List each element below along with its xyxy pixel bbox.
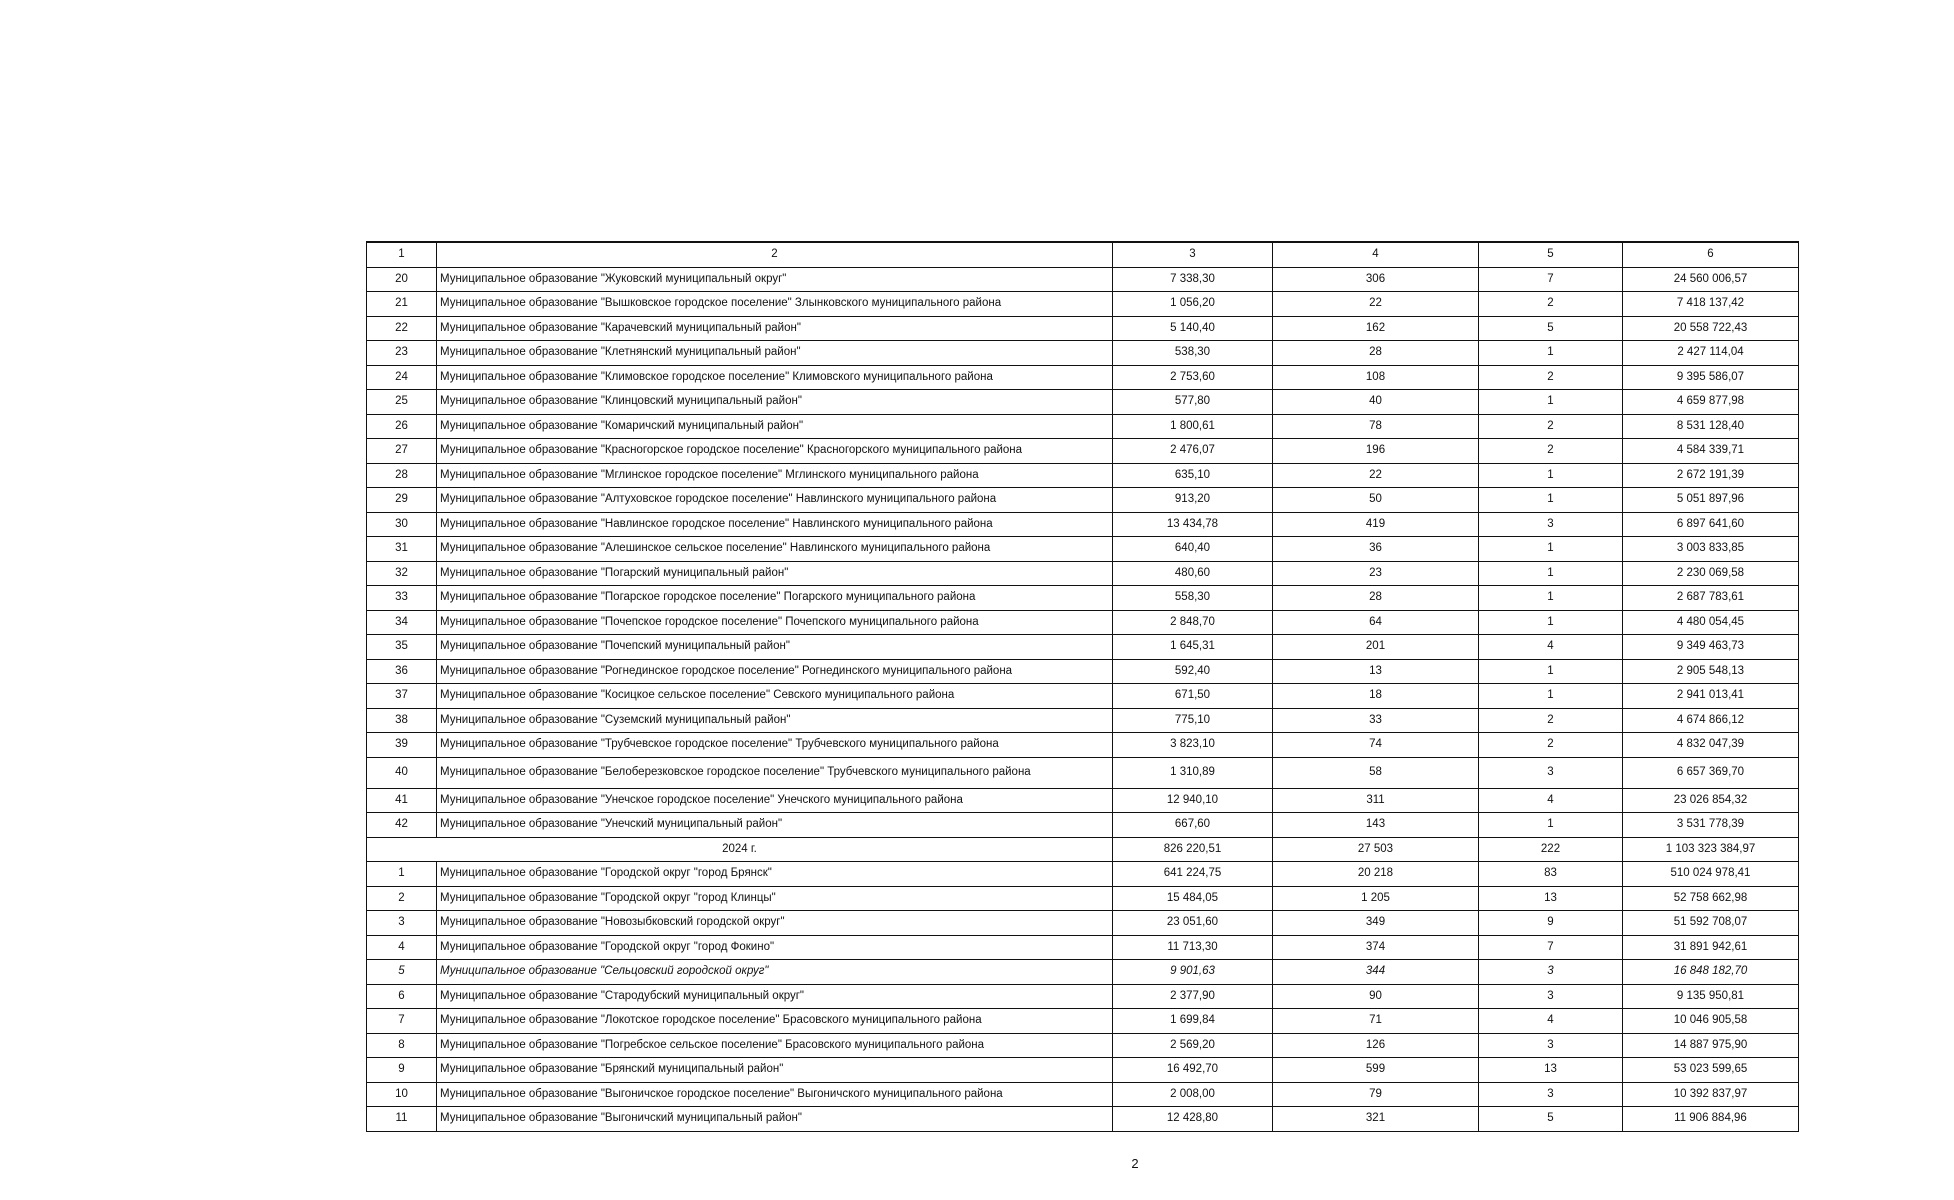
row-number-cell: 1 bbox=[367, 862, 437, 887]
value-cell-col3: 7 338,30 bbox=[1113, 267, 1273, 292]
table-row bbox=[367, 316, 1799, 341]
column-number-cell: 4 bbox=[1273, 242, 1479, 267]
value-cell-col5: 1 bbox=[1479, 813, 1623, 838]
value-cell-col6: 14 887 975,90 bbox=[1623, 1033, 1799, 1058]
value-cell-col6: 9 349 463,73 bbox=[1623, 635, 1799, 660]
municipality-name-cell: Муниципальное образование "Жуковский муниципальный округ" bbox=[437, 267, 1113, 292]
municipality-name-cell: Муниципальное образование "Локотское городское поселение" Брасовского муниципального района bbox=[437, 1009, 1113, 1034]
row-number-cell: 27 bbox=[367, 439, 437, 464]
value-cell-col3: 826 220,51 bbox=[1113, 837, 1273, 862]
value-cell-col5: 4 bbox=[1479, 788, 1623, 813]
value-cell-col3: 3 823,10 bbox=[1113, 733, 1273, 758]
value-cell-col5: 83 bbox=[1479, 862, 1623, 887]
value-cell-col6: 52 758 662,98 bbox=[1623, 886, 1799, 911]
row-number-cell: 25 bbox=[367, 390, 437, 415]
row-number-cell: 7 bbox=[367, 1009, 437, 1034]
value-cell-col6: 10 046 905,58 bbox=[1623, 1009, 1799, 1034]
value-cell-col3: 23 051,60 bbox=[1113, 911, 1273, 936]
value-cell-col5: 2 bbox=[1479, 414, 1623, 439]
table-row bbox=[367, 439, 1799, 464]
municipality-name-cell: Муниципальное образование "Клинцовский муниципальный район" bbox=[437, 390, 1113, 415]
value-cell-col4: 28 bbox=[1273, 341, 1479, 366]
value-cell-col6: 11 906 884,96 bbox=[1623, 1107, 1799, 1132]
value-cell-col3: 577,80 bbox=[1113, 390, 1273, 415]
value-cell-col3: 558,30 bbox=[1113, 586, 1273, 611]
table-row bbox=[367, 708, 1799, 733]
row-number-cell: 22 bbox=[367, 316, 437, 341]
row-number-cell: 39 bbox=[367, 733, 437, 758]
table-body bbox=[367, 242, 1799, 1131]
page-number: 2 bbox=[1131, 1156, 1139, 1171]
municipality-name-cell: Муниципальное образование "Рогнединское городское поселение" Рогнединского муниципального района bbox=[437, 659, 1113, 684]
row-number-cell: 37 bbox=[367, 684, 437, 709]
value-cell-col4: 1 205 bbox=[1273, 886, 1479, 911]
table-row bbox=[367, 341, 1799, 366]
value-cell-col4: 71 bbox=[1273, 1009, 1479, 1034]
value-cell-col6: 4 674 866,12 bbox=[1623, 708, 1799, 733]
value-cell-col6: 9 135 950,81 bbox=[1623, 984, 1799, 1009]
row-number-cell: 20 bbox=[367, 267, 437, 292]
municipality-name-cell: Муниципальное образование "Новозыбковский городской округ" bbox=[437, 911, 1113, 936]
value-cell-col3: 1 800,61 bbox=[1113, 414, 1273, 439]
value-cell-col3: 2 377,90 bbox=[1113, 984, 1273, 1009]
value-cell-col5: 1 bbox=[1479, 684, 1623, 709]
value-cell-col5: 4 bbox=[1479, 1009, 1623, 1034]
row-number-cell: 42 bbox=[367, 813, 437, 838]
value-cell-col6: 23 026 854,32 bbox=[1623, 788, 1799, 813]
value-cell-col3: 12 940,10 bbox=[1113, 788, 1273, 813]
value-cell-col3: 667,60 bbox=[1113, 813, 1273, 838]
value-cell-col4: 22 bbox=[1273, 463, 1479, 488]
column-number-cell: 5 bbox=[1479, 242, 1623, 267]
row-number-cell: 31 bbox=[367, 537, 437, 562]
value-cell-col4: 143 bbox=[1273, 813, 1479, 838]
municipality-name-cell: Муниципальное образование "Вышковское городское поселение" Злынковского муниципального района bbox=[437, 292, 1113, 317]
table-row bbox=[367, 813, 1799, 838]
municipality-name-cell: Муниципальное образование "Косицкое сельское поселение" Севского муниципального района bbox=[437, 684, 1113, 709]
value-cell-col4: 58 bbox=[1273, 757, 1479, 788]
value-cell-col3: 13 434,78 bbox=[1113, 512, 1273, 537]
value-cell-col6: 6 657 369,70 bbox=[1623, 757, 1799, 788]
value-cell-col4: 27 503 bbox=[1273, 837, 1479, 862]
table-row bbox=[367, 512, 1799, 537]
value-cell-col6: 2 672 191,39 bbox=[1623, 463, 1799, 488]
value-cell-col3: 640,40 bbox=[1113, 537, 1273, 562]
municipality-name-cell: Муниципальное образование "Унечское городское поселение" Унечского муниципального района bbox=[437, 788, 1113, 813]
municipality-name-cell: Муниципальное образование "Городской округ "город Фокино" bbox=[437, 935, 1113, 960]
value-cell-col6: 3 531 778,39 bbox=[1623, 813, 1799, 838]
value-cell-col6: 2 427 114,04 bbox=[1623, 341, 1799, 366]
value-cell-col5: 4 bbox=[1479, 635, 1623, 660]
table-row bbox=[367, 1082, 1799, 1107]
municipality-name-cell: Муниципальное образование "Городской округ "город Брянск" bbox=[437, 862, 1113, 887]
row-number-cell: 38 bbox=[367, 708, 437, 733]
value-cell-col3: 1 310,89 bbox=[1113, 757, 1273, 788]
municipality-name-cell: Муниципальное образование "Комаричский муниципальный район" bbox=[437, 414, 1113, 439]
value-cell-col3: 775,10 bbox=[1113, 708, 1273, 733]
row-number-cell: 29 bbox=[367, 488, 437, 513]
value-cell-col4: 64 bbox=[1273, 610, 1479, 635]
row-number-cell: 23 bbox=[367, 341, 437, 366]
value-cell-col4: 18 bbox=[1273, 684, 1479, 709]
value-cell-col4: 344 bbox=[1273, 960, 1479, 985]
municipality-name-cell: Муниципальное образование "Унечский муниципальный район" bbox=[437, 813, 1113, 838]
value-cell-col6: 4 659 877,98 bbox=[1623, 390, 1799, 415]
value-cell-col4: 419 bbox=[1273, 512, 1479, 537]
row-number-cell: 35 bbox=[367, 635, 437, 660]
column-number-row bbox=[367, 242, 1799, 267]
value-cell-col6: 2 941 013,41 bbox=[1623, 684, 1799, 709]
value-cell-col5: 2 bbox=[1479, 292, 1623, 317]
municipality-name-cell: Муниципальное образование "Белоберезковское городское поселение" Трубчевского муниципального района bbox=[437, 757, 1113, 788]
municipality-name-cell: Муниципальное образование "Погребское сельское поселение" Брасовского муниципального района bbox=[437, 1033, 1113, 1058]
row-number-cell: 32 bbox=[367, 561, 437, 586]
value-cell-col4: 23 bbox=[1273, 561, 1479, 586]
table-row bbox=[367, 292, 1799, 317]
value-cell-col4: 40 bbox=[1273, 390, 1479, 415]
table-row bbox=[367, 414, 1799, 439]
table-row bbox=[367, 1107, 1799, 1132]
row-number-cell: 5 bbox=[367, 960, 437, 985]
value-cell-col5: 1 bbox=[1479, 561, 1623, 586]
municipality-name-cell: Муниципальное образование "Погарское городское поселение" Погарского муниципального района bbox=[437, 586, 1113, 611]
year-total-row bbox=[367, 837, 1799, 862]
table-row bbox=[367, 886, 1799, 911]
value-cell-col5: 1 bbox=[1479, 390, 1623, 415]
value-cell-col6: 2 687 783,61 bbox=[1623, 586, 1799, 611]
value-cell-col4: 20 218 bbox=[1273, 862, 1479, 887]
table-row bbox=[367, 610, 1799, 635]
value-cell-col5: 5 bbox=[1479, 316, 1623, 341]
municipality-name-cell: Муниципальное образование "Алтуховское городское поселение" Навлинского муниципального района bbox=[437, 488, 1113, 513]
value-cell-col5: 5 bbox=[1479, 1107, 1623, 1132]
value-cell-col5: 7 bbox=[1479, 267, 1623, 292]
table-row bbox=[367, 960, 1799, 985]
value-cell-col5: 1 bbox=[1479, 659, 1623, 684]
year-label-cell: 2024 г. bbox=[367, 837, 1113, 862]
value-cell-col3: 5 140,40 bbox=[1113, 316, 1273, 341]
row-number-cell: 24 bbox=[367, 365, 437, 390]
municipality-name-cell: Муниципальное образование "Выгоничское городское поселение" Выгоничского муниципального района bbox=[437, 1082, 1113, 1107]
table-row bbox=[367, 635, 1799, 660]
value-cell-col6: 9 395 586,07 bbox=[1623, 365, 1799, 390]
municipality-name-cell: Муниципальное образование "Погарский муниципальный район" bbox=[437, 561, 1113, 586]
row-number-cell: 10 bbox=[367, 1082, 437, 1107]
column-number-cell: 2 bbox=[437, 242, 1113, 267]
value-cell-col3: 12 428,80 bbox=[1113, 1107, 1273, 1132]
value-cell-col5: 2 bbox=[1479, 708, 1623, 733]
value-cell-col5: 2 bbox=[1479, 365, 1623, 390]
row-number-cell: 30 bbox=[367, 512, 437, 537]
table-row bbox=[367, 757, 1799, 788]
value-cell-col3: 2 753,60 bbox=[1113, 365, 1273, 390]
row-number-cell: 2 bbox=[367, 886, 437, 911]
table-row bbox=[367, 1033, 1799, 1058]
value-cell-col5: 1 bbox=[1479, 610, 1623, 635]
column-number-cell: 1 bbox=[367, 242, 437, 267]
table-row bbox=[367, 935, 1799, 960]
table-row bbox=[367, 365, 1799, 390]
value-cell-col3: 2 008,00 bbox=[1113, 1082, 1273, 1107]
row-number-cell: 8 bbox=[367, 1033, 437, 1058]
value-cell-col4: 79 bbox=[1273, 1082, 1479, 1107]
municipality-name-cell: Муниципальное образование "Красногорское городское поселение" Красногорского муниципального района bbox=[437, 439, 1113, 464]
municipality-name-cell: Муниципальное образование "Стародубский муниципальный округ" bbox=[437, 984, 1113, 1009]
municipality-name-cell: Муниципальное образование "Брянский муниципальный район" bbox=[437, 1058, 1113, 1083]
row-number-cell: 11 bbox=[367, 1107, 437, 1132]
row-number-cell: 26 bbox=[367, 414, 437, 439]
data-table bbox=[366, 241, 1799, 1132]
table-row bbox=[367, 537, 1799, 562]
value-cell-col4: 36 bbox=[1273, 537, 1479, 562]
value-cell-col5: 13 bbox=[1479, 1058, 1623, 1083]
value-cell-col4: 74 bbox=[1273, 733, 1479, 758]
municipality-name-cell: Муниципальное образование "Почепское городское поселение" Почепского муниципального района bbox=[437, 610, 1113, 635]
municipality-name-cell: Муниципальное образование "Клетнянский муниципальный район" bbox=[437, 341, 1113, 366]
table-row bbox=[367, 390, 1799, 415]
municipality-name-cell: Муниципальное образование "Сельцовский городской округ" bbox=[437, 960, 1113, 985]
value-cell-col3: 1 699,84 bbox=[1113, 1009, 1273, 1034]
value-cell-col6: 20 558 722,43 bbox=[1623, 316, 1799, 341]
row-number-cell: 36 bbox=[367, 659, 437, 684]
value-cell-col4: 28 bbox=[1273, 586, 1479, 611]
value-cell-col3: 592,40 bbox=[1113, 659, 1273, 684]
value-cell-col6: 4 832 047,39 bbox=[1623, 733, 1799, 758]
row-number-cell: 9 bbox=[367, 1058, 437, 1083]
row-number-cell: 21 bbox=[367, 292, 437, 317]
municipality-name-cell: Муниципальное образование "Почепский муниципальный район" bbox=[437, 635, 1113, 660]
value-cell-col5: 7 bbox=[1479, 935, 1623, 960]
table-row bbox=[367, 1009, 1799, 1034]
table-row bbox=[367, 788, 1799, 813]
municipality-name-cell: Муниципальное образование "Суземский муниципальный район" bbox=[437, 708, 1113, 733]
value-cell-col5: 1 bbox=[1479, 537, 1623, 562]
row-number-cell: 6 bbox=[367, 984, 437, 1009]
value-cell-col4: 90 bbox=[1273, 984, 1479, 1009]
value-cell-col3: 16 492,70 bbox=[1113, 1058, 1273, 1083]
value-cell-col3: 480,60 bbox=[1113, 561, 1273, 586]
value-cell-col5: 3 bbox=[1479, 757, 1623, 788]
value-cell-col4: 306 bbox=[1273, 267, 1479, 292]
municipality-name-cell: Муниципальное образование "Выгоничский муниципальный район" bbox=[437, 1107, 1113, 1132]
value-cell-col3: 11 713,30 bbox=[1113, 935, 1273, 960]
value-cell-col5: 3 bbox=[1479, 512, 1623, 537]
value-cell-col6: 53 023 599,65 bbox=[1623, 1058, 1799, 1083]
value-cell-col4: 78 bbox=[1273, 414, 1479, 439]
value-cell-col6: 2 905 548,13 bbox=[1623, 659, 1799, 684]
value-cell-col3: 2 848,70 bbox=[1113, 610, 1273, 635]
municipality-name-cell: Муниципальное образование "Алешинское сельское поселение" Навлинского муниципального района bbox=[437, 537, 1113, 562]
value-cell-col3: 2 569,20 bbox=[1113, 1033, 1273, 1058]
value-cell-col6: 24 560 006,57 bbox=[1623, 267, 1799, 292]
table-row bbox=[367, 488, 1799, 513]
value-cell-col4: 50 bbox=[1273, 488, 1479, 513]
table-row bbox=[367, 1058, 1799, 1083]
table-row bbox=[367, 733, 1799, 758]
row-number-cell: 40 bbox=[367, 757, 437, 788]
value-cell-col6: 10 392 837,97 bbox=[1623, 1082, 1799, 1107]
value-cell-col4: 13 bbox=[1273, 659, 1479, 684]
column-number-cell: 3 bbox=[1113, 242, 1273, 267]
value-cell-col3: 1 056,20 bbox=[1113, 292, 1273, 317]
table-row bbox=[367, 586, 1799, 611]
table-row bbox=[367, 984, 1799, 1009]
value-cell-col4: 126 bbox=[1273, 1033, 1479, 1058]
value-cell-col4: 201 bbox=[1273, 635, 1479, 660]
value-cell-col6: 2 230 069,58 bbox=[1623, 561, 1799, 586]
value-cell-col5: 3 bbox=[1479, 984, 1623, 1009]
value-cell-col6: 6 897 641,60 bbox=[1623, 512, 1799, 537]
column-number-cell: 6 bbox=[1623, 242, 1799, 267]
value-cell-col5: 3 bbox=[1479, 1082, 1623, 1107]
table-row bbox=[367, 684, 1799, 709]
value-cell-col3: 1 645,31 bbox=[1113, 635, 1273, 660]
row-number-cell: 33 bbox=[367, 586, 437, 611]
row-number-cell: 34 bbox=[367, 610, 437, 635]
value-cell-col6: 510 024 978,41 bbox=[1623, 862, 1799, 887]
row-number-cell: 4 bbox=[367, 935, 437, 960]
value-cell-col3: 635,10 bbox=[1113, 463, 1273, 488]
value-cell-col4: 196 bbox=[1273, 439, 1479, 464]
value-cell-col4: 162 bbox=[1273, 316, 1479, 341]
row-number-cell: 3 bbox=[367, 911, 437, 936]
value-cell-col5: 3 bbox=[1479, 1033, 1623, 1058]
value-cell-col4: 599 bbox=[1273, 1058, 1479, 1083]
value-cell-col5: 13 bbox=[1479, 886, 1623, 911]
table-row bbox=[367, 463, 1799, 488]
value-cell-col3: 538,30 bbox=[1113, 341, 1273, 366]
value-cell-col5: 3 bbox=[1479, 960, 1623, 985]
value-cell-col6: 5 051 897,96 bbox=[1623, 488, 1799, 513]
value-cell-col5: 222 bbox=[1479, 837, 1623, 862]
row-number-cell: 28 bbox=[367, 463, 437, 488]
value-cell-col6: 1 103 323 384,97 bbox=[1623, 837, 1799, 862]
value-cell-col4: 108 bbox=[1273, 365, 1479, 390]
row-number-cell: 41 bbox=[367, 788, 437, 813]
value-cell-col6: 4 480 054,45 bbox=[1623, 610, 1799, 635]
value-cell-col3: 2 476,07 bbox=[1113, 439, 1273, 464]
value-cell-col4: 374 bbox=[1273, 935, 1479, 960]
table-row bbox=[367, 911, 1799, 936]
value-cell-col5: 1 bbox=[1479, 488, 1623, 513]
table-row bbox=[367, 659, 1799, 684]
value-cell-col6: 7 418 137,42 bbox=[1623, 292, 1799, 317]
value-cell-col5: 1 bbox=[1479, 341, 1623, 366]
value-cell-col6: 8 531 128,40 bbox=[1623, 414, 1799, 439]
table-row bbox=[367, 561, 1799, 586]
value-cell-col6: 51 592 708,07 bbox=[1623, 911, 1799, 936]
municipality-name-cell: Муниципальное образование "Карачевский муниципальный район" bbox=[437, 316, 1113, 341]
municipality-name-cell: Муниципальное образование "Городской округ "город Клинцы" bbox=[437, 886, 1113, 911]
value-cell-col4: 33 bbox=[1273, 708, 1479, 733]
municipality-name-cell: Муниципальное образование "Мглинское городское поселение" Мглинского муниципального района bbox=[437, 463, 1113, 488]
value-cell-col5: 2 bbox=[1479, 439, 1623, 464]
municipality-name-cell: Муниципальное образование "Климовское городское поселение" Климовского муниципального района bbox=[437, 365, 1113, 390]
table-row bbox=[367, 862, 1799, 887]
value-cell-col4: 311 bbox=[1273, 788, 1479, 813]
value-cell-col5: 9 bbox=[1479, 911, 1623, 936]
municipality-name-cell: Муниципальное образование "Навлинское городское поселение" Навлинского муниципального района bbox=[437, 512, 1113, 537]
value-cell-col6: 16 848 182,70 bbox=[1623, 960, 1799, 985]
value-cell-col3: 15 484,05 bbox=[1113, 886, 1273, 911]
value-cell-col5: 1 bbox=[1479, 463, 1623, 488]
value-cell-col3: 913,20 bbox=[1113, 488, 1273, 513]
value-cell-col5: 2 bbox=[1479, 733, 1623, 758]
value-cell-col3: 9 901,63 bbox=[1113, 960, 1273, 985]
table-row bbox=[367, 267, 1799, 292]
value-cell-col4: 321 bbox=[1273, 1107, 1479, 1132]
value-cell-col5: 1 bbox=[1479, 586, 1623, 611]
municipality-name-cell: Муниципальное образование "Трубчевское городское поселение" Трубчевского муниципального района bbox=[437, 733, 1113, 758]
value-cell-col4: 22 bbox=[1273, 292, 1479, 317]
value-cell-col6: 3 003 833,85 bbox=[1623, 537, 1799, 562]
value-cell-col6: 4 584 339,71 bbox=[1623, 439, 1799, 464]
value-cell-col3: 671,50 bbox=[1113, 684, 1273, 709]
value-cell-col4: 349 bbox=[1273, 911, 1479, 936]
value-cell-col3: 641 224,75 bbox=[1113, 862, 1273, 887]
value-cell-col6: 31 891 942,61 bbox=[1623, 935, 1799, 960]
